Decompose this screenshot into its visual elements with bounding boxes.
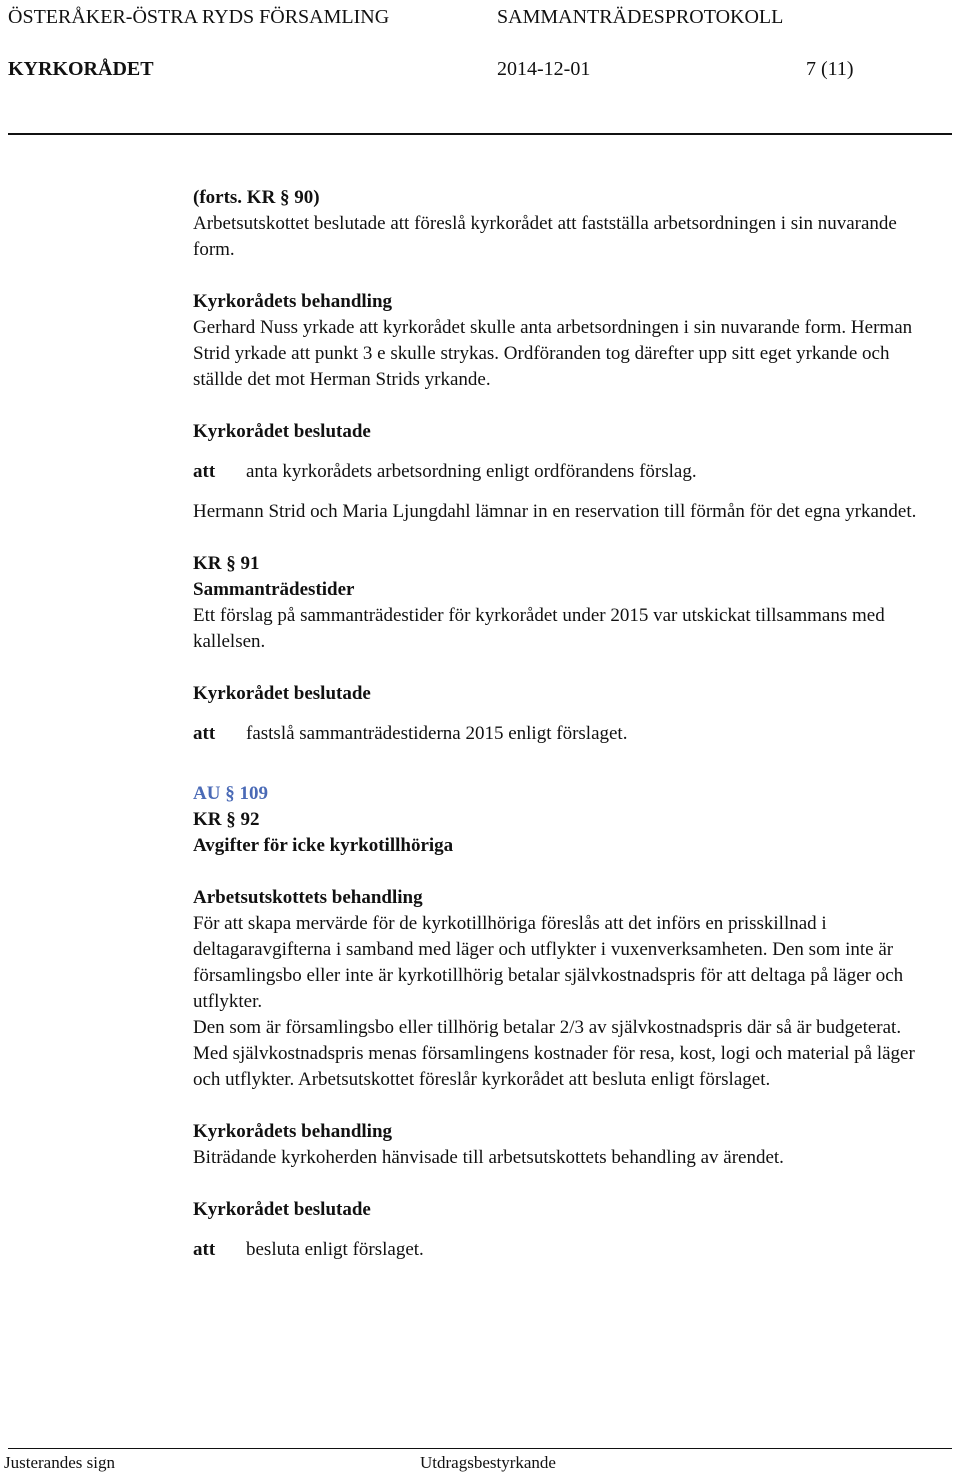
footer-divider (8, 1448, 952, 1449)
reservation-text: Hermann Strid och Maria Ljungdahl lämnar in en reservation till förmån för det egna yrkandet. (193, 501, 917, 522)
au-text-2: Den som är församlingsbo eller tillhörig betalar 2/3 av självkostnadspris där så är budgeterat. Med självkostnadspris menas församlingens kostnader för resa, kost, logi och material på läger och utflykter. Arbetsutskottet föreslår kyrkorådet att besluta enligt förslaget. (193, 1017, 915, 1090)
meeting-date: 2014-12-01 (497, 58, 591, 80)
decision-text: anta kyrkorådets arbetsordning enligt ordförandens förslag. (246, 461, 697, 482)
decision-text: fastslå sammanträdestiderna 2015 enligt förslaget. (246, 723, 628, 744)
handling-text: Gerhard Nuss yrkade att kyrkorådet skulle anta arbetsordningen i sin nuvarande form. Herman Strid yrkade att punkt 3 e skulle strykas. Ordföranden tog därefter upp sitt eget yrkande och ställde det mot Herman Strids yrkande. (193, 317, 913, 390)
header-divider (8, 133, 952, 135)
continuation-heading: (forts. KR § 90) (193, 187, 320, 208)
au-heading: Arbetsutskottets behandling (193, 887, 423, 908)
section-text: Ett förslag på sammanträdestider för kyrkorådet under 2015 var utskickat tillsammans med kallelsen. (193, 605, 885, 652)
att-label: att (193, 1239, 216, 1260)
section-title: Sammanträdestider (193, 579, 355, 600)
section-title: Avgifter för icke kyrkotillhöriga (193, 835, 454, 856)
minutes-body (193, 185, 923, 1263)
att-label: att (193, 723, 216, 744)
footer-signature-label: Justerandes sign (4, 1453, 115, 1472)
decision-heading: Kyrkorådet beslutade (193, 1199, 371, 1220)
decision-item (193, 459, 923, 485)
decision-item (193, 721, 923, 747)
decision-heading: Kyrkorådet beslutade (193, 421, 371, 442)
decision-text: besluta enligt förslaget. (246, 1239, 424, 1260)
handling-heading: Kyrkorådets behandling (193, 1121, 393, 1142)
body-name: KYRKORÅDET (8, 58, 154, 80)
att-label: att (193, 461, 216, 482)
decision-item (193, 1237, 923, 1263)
section-number: KR § 91 (193, 553, 260, 574)
handling-text: Biträdande kyrkoherden hänvisade till arbetsutskottets behandling av ärendet. (193, 1147, 784, 1168)
section-kr-90 (193, 185, 923, 525)
document-type: SAMMANTRÄDESPROTOKOLL (497, 6, 784, 28)
continuation-text: Arbetsutskottet beslutade att föreslå kyrkorådet att fastställa arbetsordningen i sin nuvarande form. (193, 213, 897, 260)
organisation-name: ÖSTERÅKER-ÖSTRA RYDS FÖRSAMLING (8, 6, 390, 28)
au-text-1: För att skapa mervärde för de kyrkotillhöriga föreslås att det införs en prisskillnad i deltagaravgifterna i samband med läger och utflykter i vuxenverksamheten. Den som inte är församlingsbo eller inte är kyrkotillhörig betalar självkostnadspris för att deltaga på läger och utflykter. (193, 913, 904, 1012)
section-kr-92 (193, 781, 923, 1263)
section-number: KR § 92 (193, 809, 260, 830)
decision-heading: Kyrkorådet beslutade (193, 683, 371, 704)
footer-certification-label: Utdragsbestyrkande (420, 1453, 556, 1472)
handling-heading: Kyrkorådets behandling (193, 291, 393, 312)
section-kr-91 (193, 551, 923, 747)
page-number: 7 (11) (806, 58, 854, 80)
au-reference: AU § 109 (193, 783, 268, 804)
